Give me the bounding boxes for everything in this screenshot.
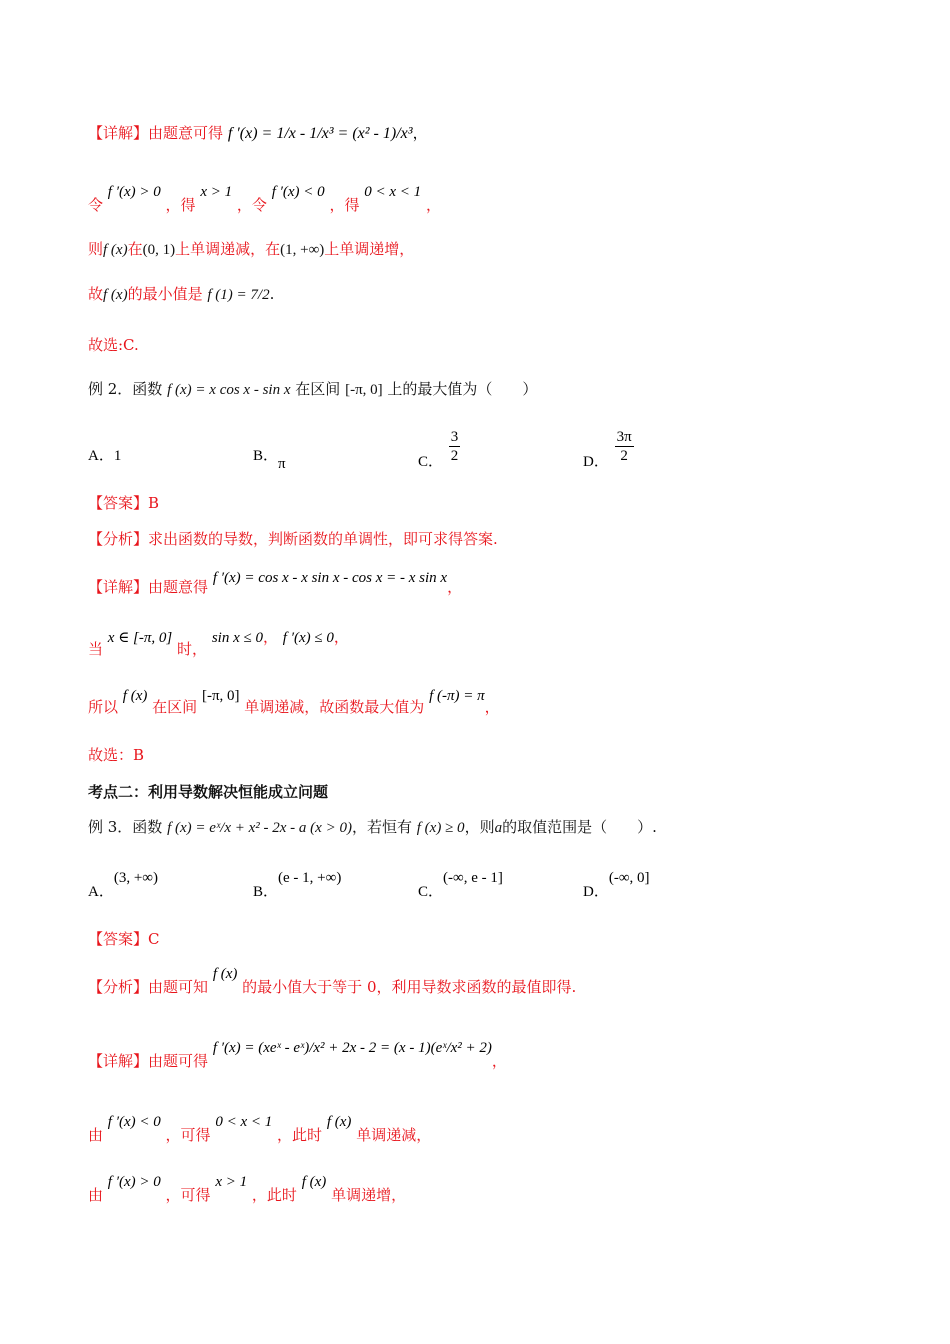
ex3-text-ifalways: ，若恒有 [351,818,412,836]
analysis-tag: 【分析】 [88,978,149,996]
option-d-value: (-∞, 0] [608,870,650,886]
text-ling2: ，令 [236,196,267,214]
option-c-value: (-∞, e - 1] [443,870,503,886]
frac-den: 2 [450,448,459,464]
math-fprime-gt: f ′(x) > 0 [107,184,161,200]
option-a-value: (3, +∞) [113,870,158,886]
option-d-label: D． [583,884,609,900]
math-fx: f (x) [212,966,238,982]
math-fx: f (x) [103,287,128,303]
derivative-formula: f ′(x) = 1/x - 1/x³ = (x² - 1)/x³ [227,125,413,142]
option-d-label: D． [583,453,609,470]
math-fx: f (x) [103,242,128,258]
punct: ， [425,196,441,214]
text-decreasing-max: 单调递减，故函数最大值为 [244,698,425,716]
ex3-text-range: 的取值范围是（ ）. [502,818,657,836]
text-you: 由 [88,1186,104,1204]
text-cishi: ，此时 [251,1186,297,1204]
text-min: 的最小值是 [127,285,203,303]
frac-num: 3π [616,429,632,445]
math-fprime-gt: f ′(x) > 0 [107,1174,161,1190]
ex2-when-line [88,626,349,658]
math-interval-01: (0, 1) [142,242,176,258]
math-fprime-le-0: f ′(x) ≤ 0 [282,630,334,646]
math-sin-le-0: sin x ≤ 0 [211,630,263,646]
option-b-label: B． [253,448,279,464]
ex2-function: f (x) = x cos x - sin x [167,382,291,398]
ex3-label: 例 3．函数 [88,818,163,836]
option-a-label: A． [88,884,114,900]
detail-tag: 【详解】 [88,1052,149,1070]
math-x-in-interval: x ∈ [-π, 0] [107,630,173,646]
ex2-option-d [583,428,636,470]
ex3-detail [88,1036,507,1070]
text-interval: 在区间 [152,698,198,716]
math-x-gt-1: x > 1 [200,184,233,200]
punct: ， [262,628,278,646]
option-c-label: C． [418,884,444,900]
text-ling: 令 [88,196,104,214]
text-de: ，得 [165,196,196,214]
math-f-neg-pi: f (-π) = π [429,688,485,704]
ex3-option-a [88,866,158,900]
math-interval-1inf: (1, +∞) [280,242,325,258]
ex3-condition: f (x) ≥ 0 [416,820,465,836]
ex3-decreasing-line [88,1110,432,1144]
math-range: 0 < x < 1 [215,1114,273,1130]
math-interval: [-π, 0] [201,688,240,704]
ex2-analysis: 【分析】求出函数的导数，判断函数的单调性，即可求得答案. [88,530,498,548]
text-cishi: ，此时 [277,1126,323,1144]
ex3-answer: 【答案】C [88,930,160,948]
condition-line [88,180,441,214]
math-range: 0 < x < 1 [364,184,422,200]
detail-tag: 【详解】 [88,124,149,142]
ex2-option-b [253,444,286,472]
ex3-option-c [418,866,503,900]
ex3-option-d [583,866,650,900]
ex2-text-max: 上的最大值为（ ） [387,380,538,398]
text-shi: 时， [177,640,208,658]
text-suoyi: 所以 [88,698,119,716]
ex2-label: 例 2．函数 [88,380,163,398]
math-fx: f (x) [326,1114,352,1130]
ex2-option-c [418,428,462,470]
ex2-text-interval: 在区间 [295,380,341,398]
ex3-analysis [88,962,577,996]
punct: ， [412,124,428,142]
example-2-question [88,378,537,399]
punct: ， [447,578,463,596]
text-increasing: 上单调递增， [324,240,415,258]
text-kede: ，可得 [165,1126,211,1144]
ex3-option-b [253,866,342,900]
choice-c-line: 故选:C. [88,336,139,354]
example-3-question [88,816,657,837]
option-b-value: π [278,456,286,472]
min-value-line [88,283,274,304]
ex2-detail [88,566,463,596]
detail-text: 由题可得 [148,1052,209,1070]
option-c-fraction [449,428,461,465]
ex3-text-then: ，则 [464,818,495,836]
detail-text: 由题意可得 [148,124,224,142]
option-b-label: B． [253,884,279,900]
math-f1-value: f (1) = 7/2 [207,287,270,303]
option-c-label: C． [418,453,444,470]
text-de2: ，得 [329,196,360,214]
ex3-param-a: a [494,820,503,836]
ex2-pick: 故选：B [88,746,145,764]
math-fx: f (x) [301,1174,327,1190]
punct: ， [491,1052,507,1070]
math-fprime-lt: f ′(x) < 0 [107,1114,161,1130]
math-fx: f (x) [122,688,148,704]
text-zai: 在 [127,240,143,258]
analysis-text-2: 的最小值大于等于 0，利用导数求函数的最值即得. [242,978,577,996]
text-decreasing: 单调递减， [356,1126,432,1144]
text-ze: 则 [88,240,104,258]
punct: ， [484,698,500,716]
detail-text: 由题意得 [148,578,209,596]
ex3-derivative: f ′(x) = (xeˣ - eˣ)/x² + 2x - 2 = (x - 1)(eˣ/x² + 2) [212,1040,492,1056]
ex2-derivative: f ′(x) = cos x - x sin x - cos x = - x sin x [212,570,448,586]
option-b-value: (e - 1, +∞) [278,870,342,886]
ex3-function: f (x) = eˣ/x + x² - 2x - a (x > 0) [167,820,352,836]
detail-tag: 【详解】 [88,578,149,596]
frac-den: 2 [620,448,628,464]
ex2-interval: [-π, 0] [345,382,383,398]
ex3-increasing-line [88,1170,407,1204]
punct: . [269,285,275,303]
ex2-so-line [88,684,500,716]
frac-num: 3 [450,429,459,445]
analysis-text: 由题可知 [148,978,209,996]
text-gu: 故 [88,285,104,303]
text-decreasing: 上单调递减，在 [175,240,281,258]
detail-line-1 [88,122,428,143]
ex2-answer: 【答案】B [88,494,160,512]
punct: ， [333,628,349,646]
option-d-fraction [615,428,634,465]
kaodian-2-heading: 考点二：利用导数解决恒能成立问题 [88,783,329,801]
monotonic-line [88,238,414,259]
text-dang: 当 [88,640,104,658]
ex2-option-a: A．1 [88,448,122,464]
text-increasing: 单调递增， [331,1186,407,1204]
text-kede: ，可得 [165,1186,211,1204]
text-you: 由 [88,1126,104,1144]
math-fprime-lt: f ′(x) < 0 [271,184,325,200]
math-x-gt-1: x > 1 [215,1174,248,1190]
